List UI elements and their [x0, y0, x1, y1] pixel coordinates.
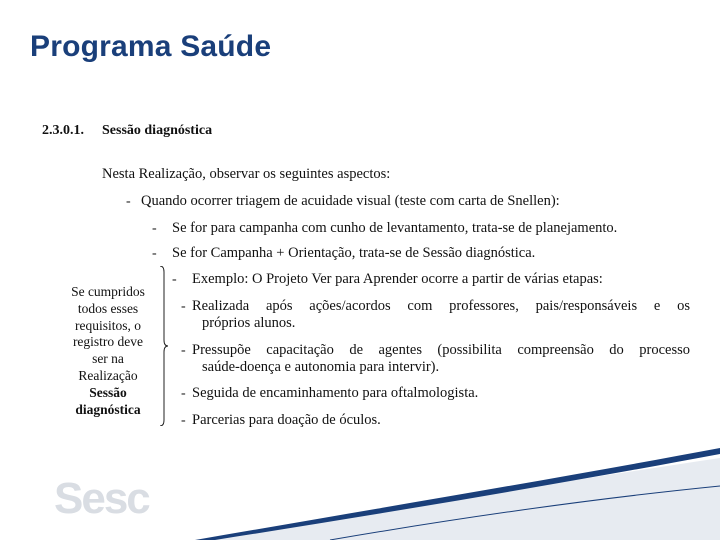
side-note-line: requisitos, o	[75, 317, 141, 333]
bullet-1a: Se for para campanha com cunho de levantamento, trata-se de planejamento.	[172, 220, 618, 236]
side-note-line: todos esses	[77, 300, 139, 316]
side-note-line: Se cumpridos	[71, 284, 145, 299]
side-note-line: registro deve	[72, 334, 144, 350]
side-note-line: Realização	[78, 367, 138, 383]
example-text: Exemplo: O Projeto Ver para Aprender ocorre a partir de várias etapas:	[192, 271, 603, 287]
page-title: Programa Saúde	[30, 30, 272, 63]
bullet-dash: -	[181, 343, 186, 358]
step-1-line-2: próprios alunos.	[202, 315, 296, 331]
bullet-dash: -	[152, 246, 157, 261]
side-note	[58, 284, 158, 418]
side-note-line: ser na	[92, 351, 124, 367]
step-3: Seguida de encaminhamento para oftalmologista.	[192, 385, 479, 401]
step-4: Parcerias para doação de óculos.	[192, 412, 381, 428]
bullet-dash: -	[181, 299, 186, 314]
bullet-dash: -	[181, 386, 186, 401]
bullet-1: Quando ocorrer triagem de acuidade visual (teste com carta de Snellen):	[141, 193, 560, 209]
section-title: Sessão diagnóstica	[102, 123, 213, 138]
step-2-line-1: Pressupõe capacitação de agentes (possibilita compreensão do processo	[192, 342, 690, 358]
side-note-emphasis: diagnóstica	[75, 401, 141, 417]
step-1-line-1: Realizada após ações/acordos com professores, pais/responsáveis e os	[192, 298, 690, 314]
bullet-dash: -	[126, 194, 131, 209]
side-note-emphasis: Sessão	[89, 384, 127, 400]
sesc-logo: Sesc	[54, 474, 149, 523]
bullet-dash: -	[152, 221, 157, 236]
bullet-1b: Se for Campanha + Orientação, trata-se de Sessão diagnóstica.	[172, 245, 536, 261]
bullet-dash: -	[181, 413, 186, 428]
intro-text: Nesta Realização, observar os seguintes aspectos:	[102, 166, 391, 182]
bullet-dash: -	[172, 272, 177, 287]
curly-brace-icon	[158, 266, 168, 426]
step-2-line-2: saúde-doença e autonomia para intervir).	[202, 359, 440, 375]
section-number: 2.3.0.1.	[42, 123, 84, 138]
